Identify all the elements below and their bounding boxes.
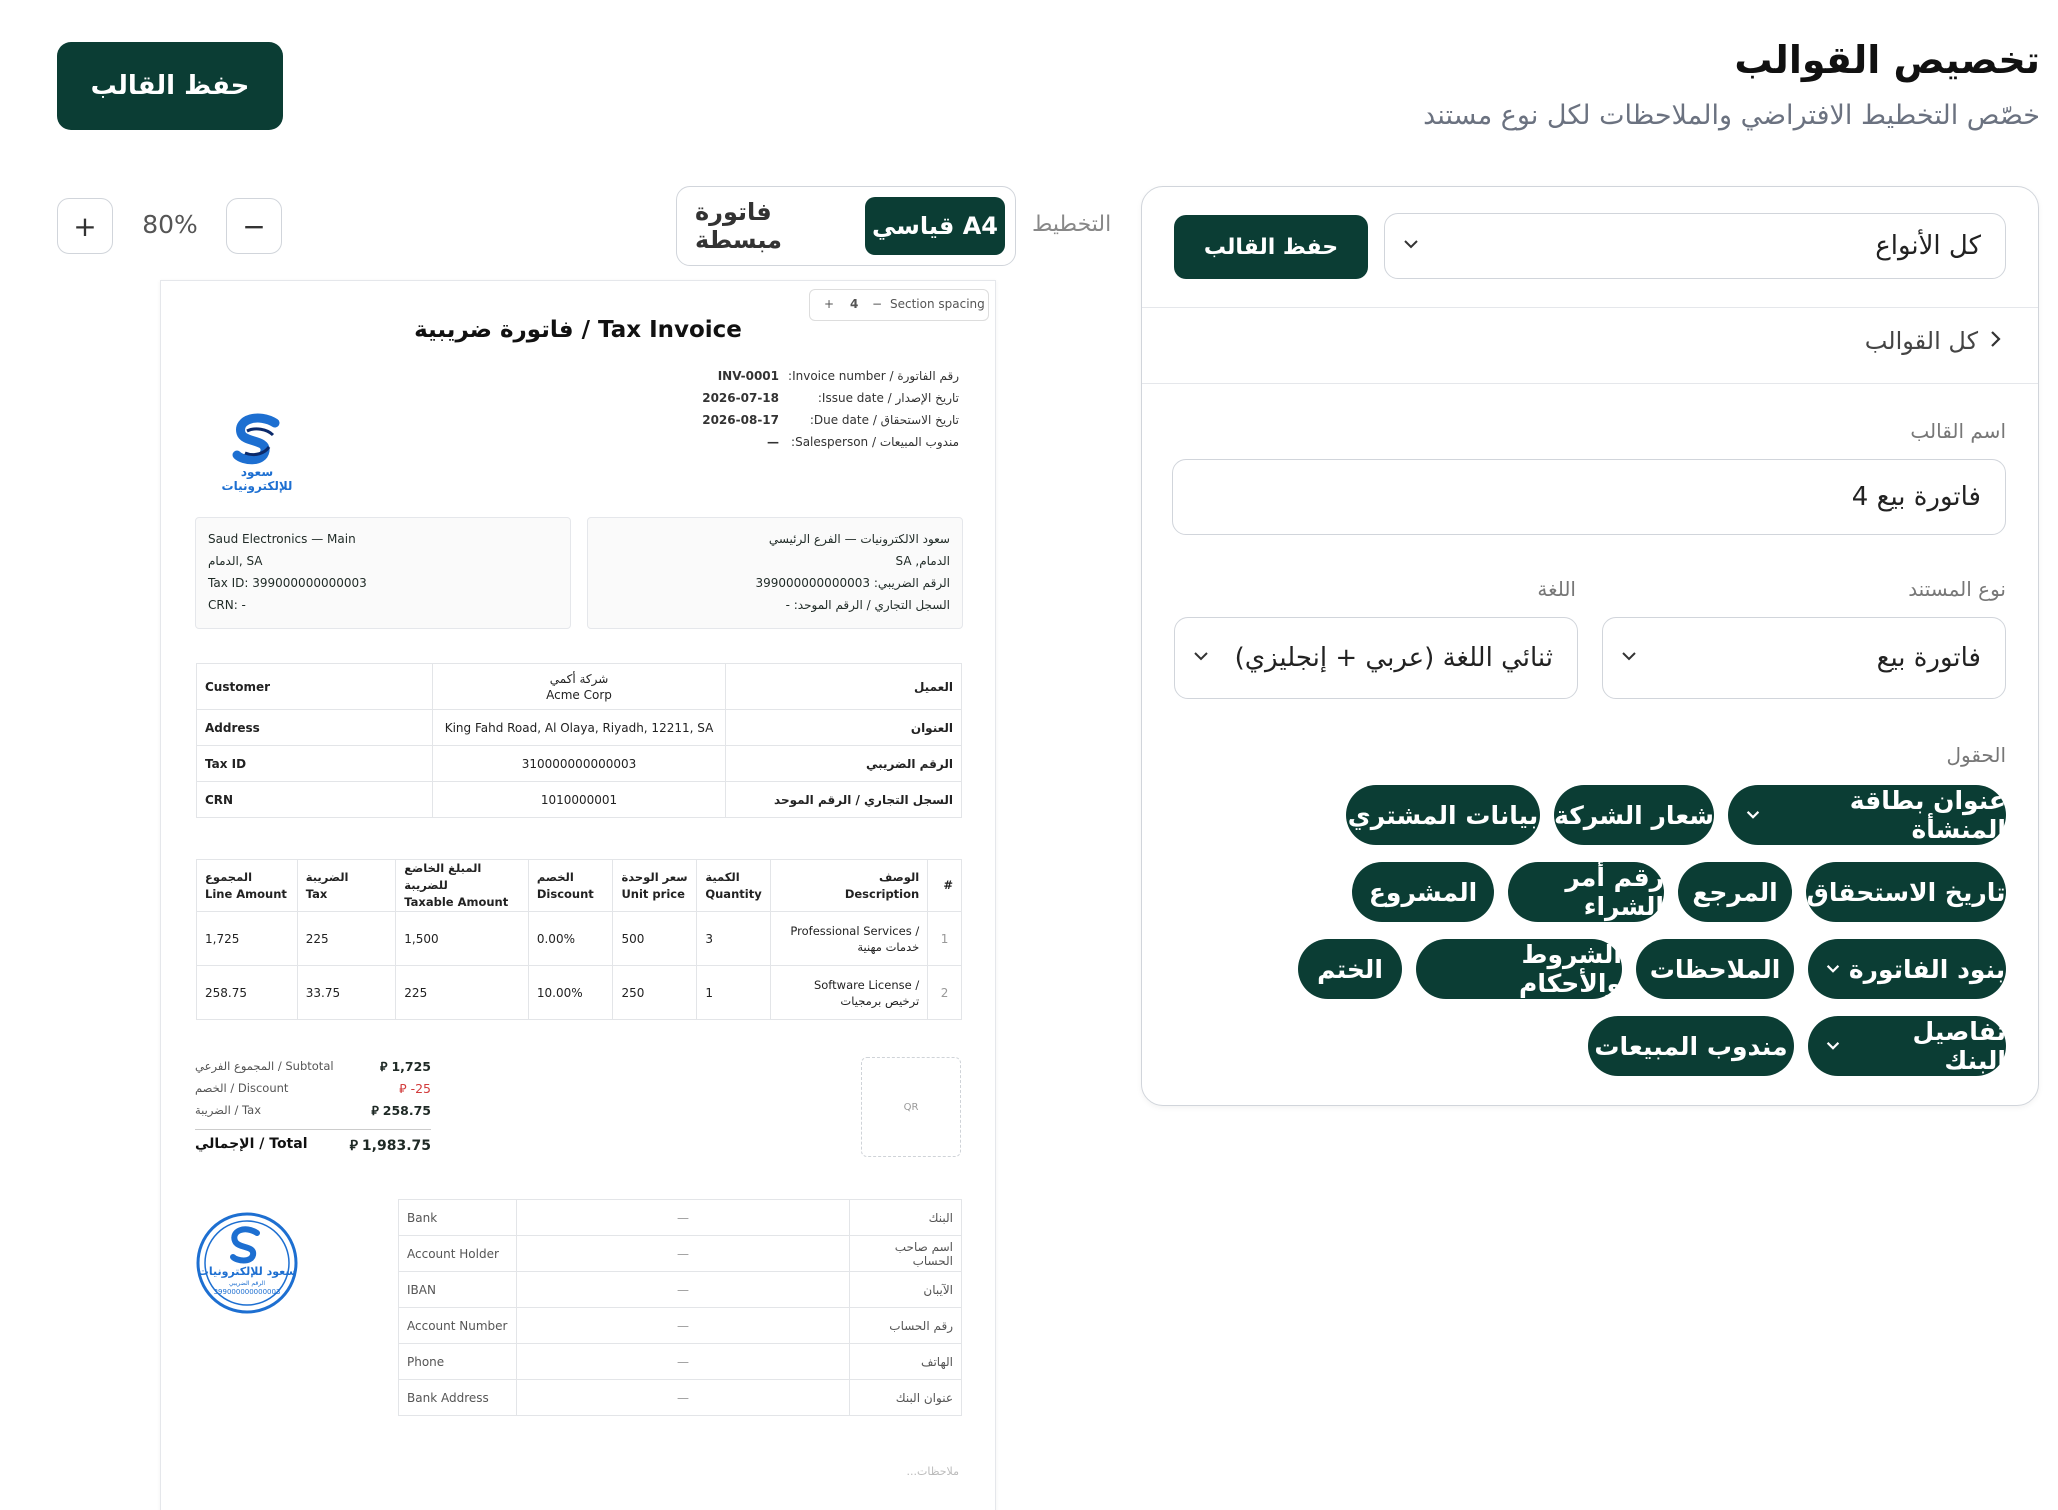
- column-header-en: Taxable Amount: [404, 895, 509, 909]
- column-header-ar: سعر الوحدة: [621, 869, 688, 884]
- total-row: [195, 1081, 431, 1103]
- field-chip[interactable]: [1298, 939, 1402, 999]
- bank-field-en: IBAN: [399, 1272, 517, 1308]
- page-title: تخصيص القوالب: [1734, 38, 2040, 82]
- riyal-icon: ⃁: [349, 1138, 358, 1154]
- item-description-ar: ترخيص برمجيات: [840, 993, 920, 1008]
- seller-crn-en: CRN: -: [208, 598, 246, 612]
- bank-field-en: Account Holder: [399, 1236, 517, 1272]
- meta-row: [499, 369, 959, 389]
- meta-row: [499, 391, 959, 411]
- column-header-en: Tax: [305, 886, 328, 901]
- customer-table: [196, 663, 962, 818]
- column-header: [770, 860, 928, 912]
- panel-save-button[interactable]: حفظ القالب: [1174, 215, 1368, 279]
- chevron-down-icon[interactable]: [1824, 955, 1842, 984]
- field-chip[interactable]: [1346, 785, 1540, 845]
- spacing-plus-button[interactable]: +: [824, 297, 835, 311]
- customer-value-en: King Fahd Road, Al Olaya, Riyadh, 12211, SA: [444, 720, 714, 735]
- total-amount: 1,983.75: [361, 1138, 431, 1154]
- layout-label: التخطيط: [1032, 212, 1112, 237]
- table-row: [197, 912, 962, 966]
- stamp-number: 399000000000003: [213, 1288, 281, 1296]
- zoom-level: 80%: [142, 210, 198, 239]
- chevron-down-icon[interactable]: [1824, 1032, 1842, 1061]
- seller-crn-ar: السجل التجاري / الرقم الموحد: -: [785, 598, 950, 612]
- column-header-en: Description: [844, 886, 920, 901]
- zoom-out-button[interactable]: −: [226, 198, 282, 254]
- zoom-in-button[interactable]: +: [57, 198, 113, 254]
- total-amount: 1,725: [391, 1059, 431, 1074]
- table-row: [399, 1380, 962, 1416]
- column-header-ar: الخصم: [536, 869, 574, 884]
- bank-value: —: [516, 1308, 849, 1344]
- layout-a4-option[interactable]: قياسي A4: [865, 197, 1005, 255]
- total-value: [350, 1136, 431, 1154]
- customer-value-en: Acme Corp: [546, 687, 612, 702]
- bank-details-table: [398, 1199, 962, 1416]
- field-chip[interactable]: [1588, 1016, 1794, 1076]
- customer-field-en: Tax ID: [197, 746, 433, 782]
- total-value: [380, 1059, 431, 1075]
- riyal-icon: ⃁: [399, 1081, 407, 1096]
- meta-row: [499, 413, 959, 433]
- bank-value: —: [516, 1272, 849, 1308]
- language-select[interactable]: [1174, 617, 1578, 699]
- chevron-right-icon: [1988, 327, 2004, 355]
- table-row: [197, 710, 962, 746]
- total-amount: -25: [410, 1081, 431, 1096]
- seller-name-ar: سعود الالكترونيات — الفرع الرئيسي: [768, 532, 950, 546]
- chip-label: الشروط والأحكام: [1519, 940, 1622, 998]
- column-header-ar: الكمية: [705, 869, 740, 884]
- template-name-value: فاتورة بيع 4: [1851, 482, 1981, 512]
- item-tax: 33.75: [297, 966, 396, 1020]
- document-type-value: فاتورة بيع: [1876, 643, 1981, 673]
- column-header: [697, 860, 770, 912]
- customer-value: [432, 664, 726, 710]
- seller-name-en: Saud Electronics — Main: [208, 532, 356, 546]
- column-header-ar: #: [943, 878, 953, 892]
- column-header-en: Quantity: [705, 886, 762, 901]
- document-type-filter[interactable]: [1384, 213, 2006, 279]
- field-chip[interactable]: [1416, 939, 1622, 999]
- customer-field-ar: العنوان: [726, 710, 962, 746]
- chip-label: تاريخ الاستحقاق: [1806, 877, 2006, 907]
- total-label: الإجمالي / Total: [195, 1136, 308, 1152]
- stamp-icon: [195, 1211, 299, 1315]
- meta-value: —: [767, 435, 779, 449]
- item-description-ar: خدمات مهنية: [857, 939, 920, 954]
- total-row: [195, 1059, 431, 1081]
- save-template-button[interactable]: حفظ القالب: [57, 42, 283, 130]
- spacing-value: 4: [850, 297, 859, 311]
- item-description: [770, 912, 928, 966]
- chip-label: الختم: [1317, 954, 1383, 984]
- notes-placeholder[interactable]: ملاحظات...: [906, 1465, 959, 1478]
- table-row: [197, 746, 962, 782]
- chip-label: شعار الشركة: [1554, 800, 1714, 830]
- bank-field-en: Phone: [399, 1344, 517, 1380]
- customer-field-en: CRN: [197, 782, 433, 818]
- chevron-down-icon: [1191, 643, 1211, 673]
- meta-row: [499, 435, 959, 455]
- invoice-preview: [160, 280, 996, 1510]
- chip-label: عنوان بطاقة المنشأة: [1849, 786, 2006, 844]
- item-description-en: Software License /: [813, 977, 920, 992]
- total-label: الضريبة / Tax: [195, 1103, 262, 1117]
- bank-value: —: [516, 1380, 849, 1416]
- column-header: [197, 860, 298, 912]
- column-header-ar: الضريبة: [305, 869, 349, 884]
- item-tax: 225: [297, 912, 396, 966]
- item-unit: 250: [613, 966, 697, 1020]
- document-type-select[interactable]: [1602, 617, 2006, 699]
- spacing-minus-button[interactable]: −: [872, 297, 883, 311]
- bank-field-en: Bank: [399, 1200, 517, 1236]
- column-header-ar: الوصف: [878, 869, 920, 884]
- chip-label: تفاصيل البنك: [1912, 1017, 2006, 1075]
- field-chip[interactable]: [1728, 785, 2006, 845]
- fields-label: الحقول: [1946, 743, 2006, 767]
- field-chip[interactable]: [1808, 939, 2006, 999]
- column-header: [613, 860, 697, 912]
- item-taxable: 225: [396, 966, 529, 1020]
- customer-value-ar: شركة أكمي: [549, 671, 609, 686]
- bank-field-en: Account Number: [399, 1308, 517, 1344]
- column-header-en: Discount: [536, 886, 594, 901]
- customer-field-en: Customer: [197, 664, 433, 710]
- meta-label: رقم الفاتورة / Invoice number:: [788, 369, 959, 383]
- bank-value: —: [516, 1200, 849, 1236]
- chip-label: مندوب المبيعات: [1594, 1031, 1788, 1061]
- item-number: 1: [928, 912, 962, 966]
- page-subtitle: خصّص التخطيط الافتراضي والملاحظات لكل نوع مستند: [1423, 100, 2040, 131]
- company-stamp: [195, 1211, 299, 1315]
- customer-field-en: Address: [197, 710, 433, 746]
- divider: [1142, 307, 2038, 308]
- customer-value: [432, 782, 726, 818]
- table-row: [399, 1344, 962, 1380]
- bank-field-ar: البنك: [850, 1200, 962, 1236]
- table-row: [399, 1308, 962, 1344]
- total-label: المجموع الفرعي / Subtotal: [195, 1059, 334, 1073]
- column-header-en: Unit price: [621, 886, 685, 901]
- customer-value-en: 310000000000003: [521, 756, 637, 771]
- divider: [1142, 383, 2038, 384]
- language-value: ثنائي اللغة (عربي + إنجليزي): [1234, 643, 1553, 673]
- chip-label: بنود الفاتورة: [1848, 954, 2006, 984]
- language-label: اللغة: [1537, 577, 1576, 601]
- bank-field-ar: الآيبان: [850, 1272, 962, 1308]
- column-header: [297, 860, 396, 912]
- field-chip[interactable]: [1508, 862, 1664, 922]
- table-row: [197, 664, 962, 710]
- table-row: [399, 1272, 962, 1308]
- customer-value-en: 1010000001: [540, 792, 618, 807]
- column-header: [928, 860, 962, 912]
- invoice-title: فاتورة ضريبية / Tax Invoice: [414, 317, 742, 343]
- seller-tax-en: Tax ID: 399000000000003: [208, 576, 367, 590]
- meta-label: تاريخ الإصدار / Issue date:: [817, 391, 959, 405]
- seller-card-en: [195, 517, 571, 629]
- logo-text: سعود للإلكترونيات: [221, 465, 293, 493]
- chevron-down-icon: [1401, 231, 1421, 261]
- item-description-en: Professional Services /: [790, 923, 920, 938]
- back-label: كل القوالب: [1864, 327, 1978, 355]
- stamp-text: سعود للإلكترونيات: [197, 1265, 297, 1278]
- column-header-en: Line Amount: [205, 886, 287, 901]
- item-line: 258.75: [197, 966, 298, 1020]
- total-value: [399, 1081, 431, 1097]
- spacing-label: Section spacing: [890, 297, 985, 311]
- field-chip[interactable]: [1808, 1016, 2006, 1076]
- seller-card-ar: [587, 517, 963, 629]
- item-qty: 1: [697, 966, 770, 1020]
- table-row: [399, 1200, 962, 1236]
- document-type-label: نوع المستند: [1908, 577, 2006, 601]
- customer-field-ar: السجل التجاري / الرقم الموحد: [726, 782, 962, 818]
- item-discount: 0.00%: [528, 912, 613, 966]
- customer-value: [432, 710, 726, 746]
- total-amount: 258.75: [382, 1103, 431, 1118]
- total-value: [371, 1103, 431, 1119]
- table-row: [197, 966, 962, 1020]
- bank-value: —: [516, 1344, 849, 1380]
- meta-value: 2026-07-18: [702, 391, 779, 405]
- item-discount: 10.00%: [528, 966, 613, 1020]
- chevron-down-icon: [1619, 643, 1639, 673]
- company-logo: [207, 409, 307, 493]
- chip-label: رقم أمر الشراء: [1565, 863, 1664, 921]
- total-row: [195, 1129, 431, 1159]
- field-chip[interactable]: [1636, 939, 1794, 999]
- qr-code-placeholder: [861, 1057, 961, 1157]
- chevron-down-icon[interactable]: [1744, 801, 1762, 830]
- riyal-icon: ⃁: [371, 1103, 379, 1118]
- item-description: [770, 966, 928, 1020]
- bank-field-ar: اسم صاحب الحساب: [850, 1236, 962, 1272]
- table-row: [399, 1236, 962, 1272]
- layout-toggle: [676, 186, 1016, 266]
- field-chip[interactable]: [1352, 862, 1494, 922]
- item-taxable: 1,500: [396, 912, 529, 966]
- customer-value: [432, 746, 726, 782]
- item-number: 2: [928, 966, 962, 1020]
- column-header: [528, 860, 613, 912]
- field-chip[interactable]: [1678, 862, 1792, 922]
- bank-field-ar: عنوان البنك: [850, 1380, 962, 1416]
- bank-field-en: Bank Address: [399, 1380, 517, 1416]
- template-settings-panel: [1141, 186, 2039, 1106]
- customer-field-ar: الرقم الضريبي: [726, 746, 962, 782]
- customer-field-ar: العميل: [726, 664, 962, 710]
- template-name-label: اسم القالب: [1910, 419, 2006, 443]
- bank-value: —: [516, 1236, 849, 1272]
- filter-value: كل الأنواع: [1875, 231, 1981, 261]
- template-name-input[interactable]: [1172, 459, 2006, 535]
- chip-label: الملاحظات: [1649, 954, 1781, 984]
- column-header: [396, 860, 529, 912]
- column-header-ar: المجموع: [205, 869, 253, 884]
- stamp-sub: الرقم الضريبي: [228, 1280, 266, 1287]
- field-chip[interactable]: [1806, 862, 2006, 922]
- item-qty: 3: [697, 912, 770, 966]
- items-table: [196, 859, 962, 1020]
- layout-simplified-option[interactable]: فاتورة مبسطة: [695, 198, 783, 254]
- chip-label: المشروع: [1368, 877, 1478, 907]
- meta-value: INV-0001: [717, 369, 779, 383]
- meta-label: تاريخ الاستحقاق / Due date:: [809, 413, 959, 427]
- field-chip[interactable]: [1554, 785, 1714, 845]
- chip-label: المرجع: [1692, 877, 1778, 907]
- seller-tax-ar: الرقم الضريبي: 399000000000003: [755, 576, 950, 590]
- qr-label: QR: [903, 1101, 919, 1113]
- item-unit: 500: [613, 912, 697, 966]
- total-label: الخصم / Discount: [195, 1081, 289, 1095]
- seller-city-ar: الدمام, SA: [895, 554, 950, 568]
- total-row: [195, 1103, 431, 1125]
- meta-value: 2026-08-17: [702, 413, 779, 427]
- meta-label: مندوب المبيعات / Salesperson:: [791, 435, 959, 449]
- item-line: 1,725: [197, 912, 298, 966]
- bank-field-ar: الهاتف: [850, 1344, 962, 1380]
- bank-field-ar: رقم الحساب: [850, 1308, 962, 1344]
- back-to-templates-link[interactable]: [1865, 327, 2004, 355]
- seller-city-en: الدمام, SA: [208, 554, 263, 568]
- column-header-ar: المبلغ الخاضع للضريبة: [404, 861, 482, 892]
- riyal-icon: ⃁: [380, 1059, 388, 1074]
- chip-label: بيانات المشتري: [1347, 800, 1539, 830]
- table-row: [197, 782, 962, 818]
